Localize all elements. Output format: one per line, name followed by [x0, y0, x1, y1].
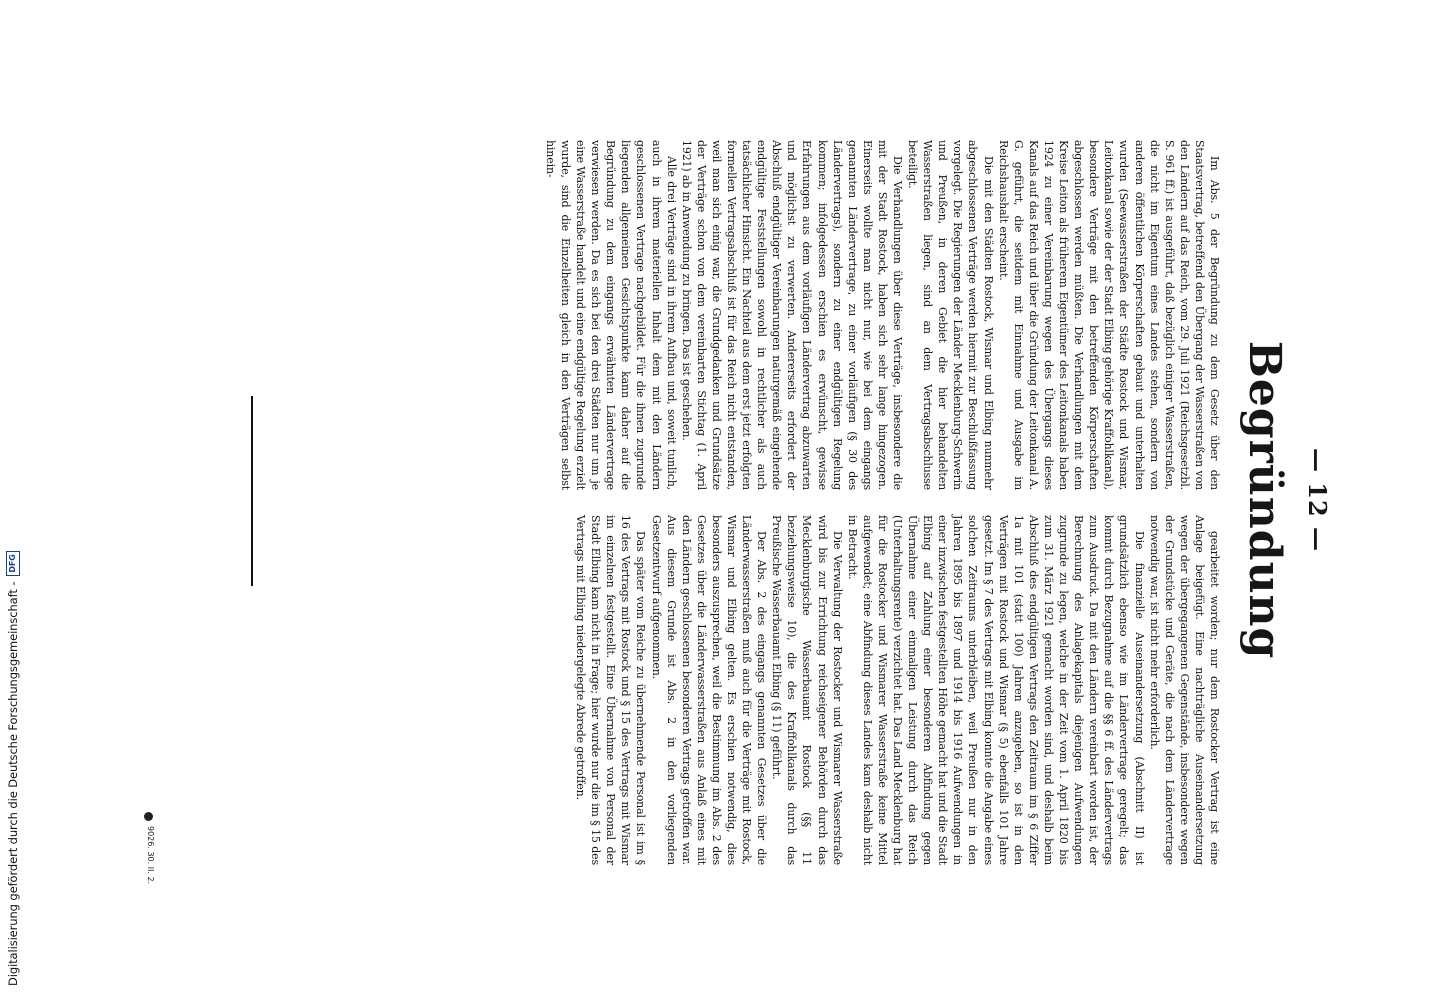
dfg-logo-text: DFG: [8, 554, 17, 573]
paragraph: Das später vom Reiche zu übernehmende Personal ist im § 16 des Vertrags mit Rostock und § 15 des Vertrags mit Wismar im einzelnen festgestellt. Eine Übernahme von Personal der Stadt Elbing kam nicht in Frage; hier wurde nur die im § 15 des Vertrags mit Elbing niedergelegte Abrede getroffen.: [574, 515, 648, 865]
paragraph: gearbeitet worden; nur dem Rostocker Vertrag ist eine Anlage beigefügt. Eine nachträgliche Auseinandersetzung wegen der übergegangenen Gegenstände, insbesondere wegen der Grundstücke und Geräte, die nach dem Ländervertrage notwendig war, ist nicht mehr erforderlich.: [1147, 515, 1221, 865]
paragraph: Alle drei Verträge sind in ihrem Aufbau und, soweit tunlich, auch in ihrem materiellen Inhalt dem mit den Ländern geschlossenen Vertrage nachgebildet. Für die ihnen zugrunde liegenden allgemeinen Gesichtspunkte kann daher auf die Begründung zu dem eingangs erwähnten Ländervertrage verwiesen werden. Da es sich bei den drei Städten nur um je eine Wasserstraße handelt und eine endgültige Regelung erzielt wurde, sind die Einzelheiten gleich in den Verträgen selbst hinein-: [543, 140, 678, 490]
print-mark: [143, 826, 155, 946]
page-heading: Begründung: [1239, 340, 1290, 660]
paragraph: Die mit den Städten Rostock, Wismar und Elbing nunmehr abgeschlossenen Verträge werden hiermit zur Beschlußfassung vorgelegt. Die Regierungen der Länder Mecklenburg-Schwerin und Preußen, in deren Gebiet die hier behandelten Wasserstraßen liegen, sind an dem Vertragsabschlusse beteiligt.: [906, 140, 995, 490]
right-text-column: [573, 515, 1222, 865]
section-end-rule: [251, 396, 253, 586]
left-text-column: [543, 140, 1222, 490]
paragraph: Die Verwaltung der Rostocker und Wismarer Wasserstraße wird bis zur Errichtung reichseigener Behörden durch das Mecklenburgische Wasserbauamt Rostock (§§ 11 beziehungsweise 10), die des Kraffohlkanals durch das Preußische Wasserbauamt Elbing (§ 11) geführt.: [770, 515, 844, 865]
digitization-credit-text: Digitalisierung gefördert durch die Deutsche Forschungsgemeinschaft -: [6, 581, 20, 986]
print-mark-text: 9026. 30. II. 2.: [146, 826, 155, 885]
print-mark-symbol: [144, 812, 153, 821]
rotated-document-page: [350, 0, 1350, 1000]
page-number: — 12 —: [1303, 447, 1332, 553]
paragraph: Der Abs. 2 des eingangs genannten Gesetzes über die Länderwasserstraßen muß auch für die Verträge mit Rostock, Wismar und Elbing gelten. Es erschien notwendig, dies besonders auszusprechen, weil die Bestimmung im Abs. 2 des Gesetzes über die Länderwasserstraßen aus Anlaß eines mit den Ländern geschlossenen besonderen Vertrags getroffen war. Aus diesem Grunde ist Abs. 2 in den vorliegenden Gesetzentwurf aufgenommen.: [649, 515, 769, 865]
dfg-logo-icon: [6, 551, 20, 575]
digitization-credit: [2, 6, 24, 986]
paragraph: Die Verhandlungen über diese Verträge, insbesondere die mit der Stadt Rostock, haben sich sehr lange hingezogen. Einerseits wollte man nicht nur, wie bei dem eingangs genannten Ländervertrage, zu einer vorläufigen (§ 30 des Ländervertrags), sondern zu einer endgültigen Regelung kommen; infolgedessen erschien es erwünscht, gewisse Erfahrungen aus dem vorläufigen Ländervertrag abzuwarten und möglichst zu verwerten. Andererseits erfordert der Abschluß endgültiger Vereinbarungen naturgemäß eingehende endgültige Feststellungen sowohl in rechtlicher als auch tatsächlicher Hinsicht. Ein Nachteil aus dem erst jetzt erfolgten formellen Vertragsabschluß ist für das Reich nicht entstanden, weil man sich einig war, die Grundgedanken und Grundsätze der Verträge schon von dem vereinbarten Stichtag (1. April 1921) ab in Anwendung zu bringen. Das ist geschehen.: [679, 140, 905, 490]
paragraph: Die finanzielle Auseinandersetzung (Abschnitt II) ist grundsätzlich ebenso wie im Ländervertrage geregelt; das kommt durch Bezugnahme auf die §§ 6 ff. des Ländervertrags zum Ausdruck. Da mit den Ländern vereinbart worden ist, der Berechnung des Anlagekapitals diejenigen Aufwendungen zugrunde zu legen, welche in der Zeit vom 1. April 1820 bis zum 31. März 1921 gemacht worden sind, und deshalb beim Abschluß des endgültigen Vertrags den Zeitraum im § 6 Ziffer 1a mit 101 (statt 100) Jahren anzugeben, so ist in den Verträgen mit Rostock und Wismar (§ 5) ebenfalls 101 Jahre gesetzt. Im § 7 des Vertrags mit Elbing konnte die Angabe eines solchen Zeitraums unterbleiben, weil Preußen nur in den Jahren 1895 bis 1897 und 1914 bis 1916 Aufwendungen in einer inzwischen festgestellten Höhe gemacht hat und die Stadt Elbing auf Zahlung einer besonderen Abfindung gegen Übernahme einer einmaligen Leistung durch das Reich (Unterhaltungsrente) verzichtet hat. Das Land Mecklenburg hat für die Rostocker und Wismarer Wasserstraße keine Mittel aufgewendet; eine Abfindung dieses Landes kam deshalb nicht in Betracht.: [845, 515, 1146, 865]
paragraph: Im Abs. 5 der Begründung zu dem Gesetz über den Staatsvertrag, betreffend den Übergang der Wasserstraßen von den Ländern auf das Reich, vom 29. Juli 1921 (Reichsgesetzbl. S. 961 ff.) ist ausgeführt, daß bezüglich einiger Wasserstraßen, die nicht im Eigentum eines Landes stehen, sondern von anderen öffentlichen Körperschaften gebaut und unterhalten wurden (Seewasserstraßen der Städte Rostock und Wismar, Leitonkanal sowie der der Stadt Elbing gehörige Kraffohlkanal), besondere Verträge mit den betreffenden Körperschaften abgeschlossen werden müßten. Die Verhandlungen mit dem Kreise Leiton als früherem Eigentümer des Leitonkanals haben 1924 zu einer Vereinbarung wegen des Übergangs dieses Kanals auf das Reich und über die Gründung der Leitonkanal A. G. geführt, die seitdem mit Einnahme und Ausgabe im Reichshaushalt erscheint.: [996, 140, 1221, 490]
